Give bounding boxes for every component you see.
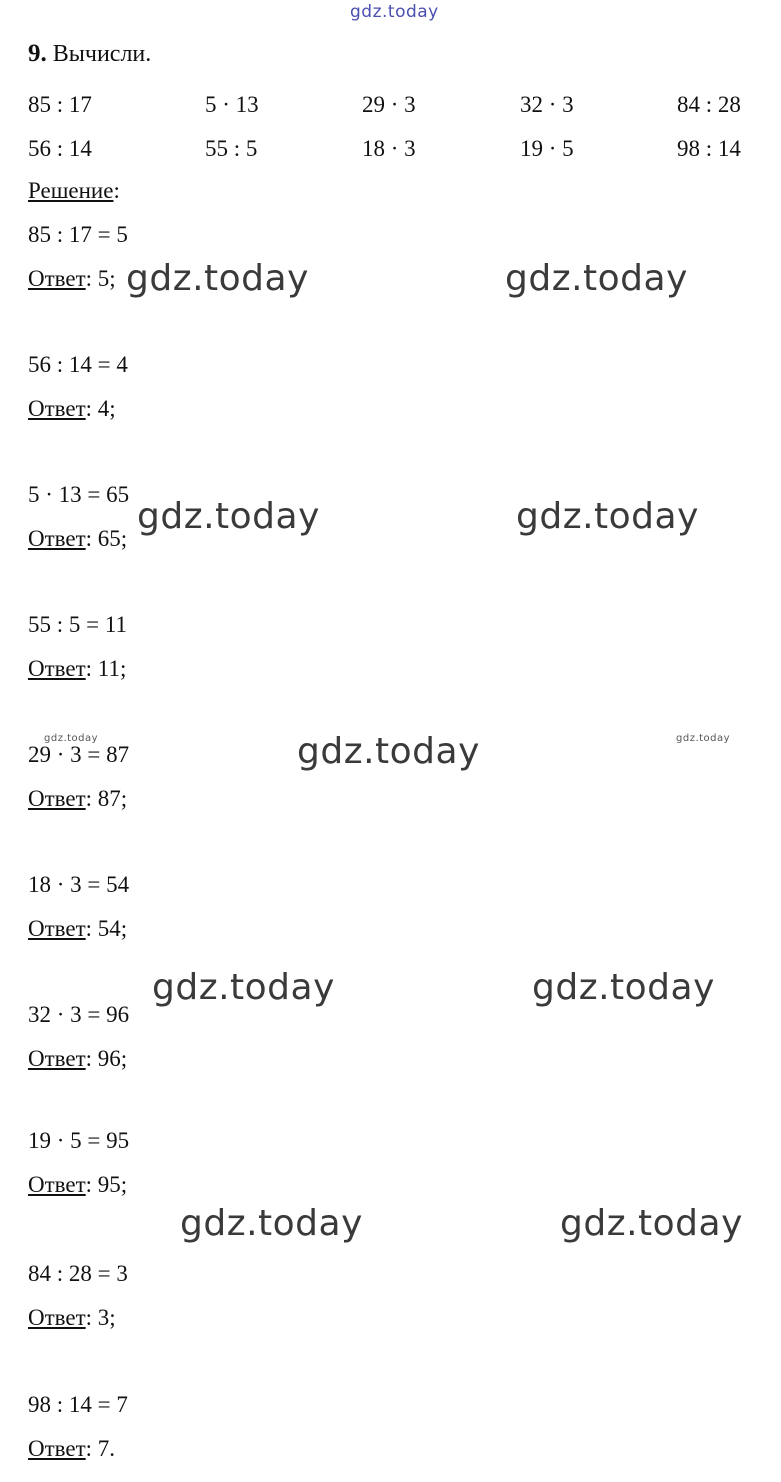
solution-equation: 32 · 3 = 96: [28, 1002, 130, 1027]
answer-label: Ответ: [28, 1172, 86, 1197]
grid-expression: 98 : 14: [677, 136, 741, 161]
answer-line: [28, 266, 116, 292]
solution-equation: 84 : 28 = 3: [28, 1261, 128, 1286]
solution-heading: Решение:: [28, 178, 120, 203]
answer-label: Ответ: [28, 656, 86, 681]
answer-value: : 11;: [85, 656, 127, 681]
watermark-small: gdz.today: [676, 733, 731, 744]
solution-label: Решение: [28, 178, 114, 203]
answer-line: [28, 1172, 127, 1198]
solution-equation: 5 · 13 = 65: [28, 482, 130, 507]
answer-value: : 87;: [85, 786, 128, 811]
grid-expression: 85 : 17: [28, 92, 92, 117]
answer-line: [28, 1046, 127, 1072]
watermark-top: gdz.today: [350, 2, 439, 22]
watermark: gdz.today: [137, 496, 320, 537]
solution-equation: 55 : 5 = 11: [28, 612, 128, 637]
answer-label: Ответ: [28, 526, 86, 551]
answer-value: : 7.: [85, 1436, 116, 1461]
grid-expression: 56 : 14: [28, 136, 92, 161]
answer-value: : 65;: [85, 526, 128, 551]
answer-label: Ответ: [28, 396, 86, 421]
watermark: gdz.today: [180, 1203, 363, 1244]
solution-equation: 98 : 14 = 7: [28, 1392, 128, 1417]
answer-value: : 3;: [85, 1305, 116, 1330]
answer-value: : 95;: [85, 1172, 128, 1197]
watermark: gdz.today: [516, 496, 699, 537]
answer-label: Ответ: [28, 1436, 86, 1461]
answer-label: Ответ: [28, 1305, 86, 1330]
watermark: gdz.today: [532, 967, 715, 1008]
solution-equation: 19 · 5 = 95: [28, 1128, 130, 1153]
grid-expression: 5 · 13: [205, 92, 259, 117]
answer-value: : 4;: [85, 396, 116, 421]
grid-expression: 19 · 5: [520, 136, 574, 161]
task-title: Вычисли.: [52, 41, 152, 67]
task-header: [28, 40, 151, 68]
watermark: gdz.today: [560, 1203, 743, 1244]
watermark: gdz.today: [126, 258, 309, 299]
answer-line: [28, 786, 127, 812]
answer-label: Ответ: [28, 266, 86, 291]
solution-equation: 85 : 17 = 5: [28, 222, 128, 247]
answer-line: [28, 916, 127, 942]
grid-expression: 55 : 5: [205, 136, 258, 161]
answer-label: Ответ: [28, 786, 86, 811]
answer-line: [28, 1305, 116, 1331]
grid-expression: 29 · 3: [362, 92, 416, 117]
answer-line: [28, 526, 127, 552]
solution-equation: 18 · 3 = 54: [28, 872, 130, 897]
answer-value: : 96;: [85, 1046, 128, 1071]
solution-equation: 56 : 14 = 4: [28, 352, 128, 377]
solution-equation: 29 · 3 = 87: [28, 742, 130, 767]
answer-line: [28, 656, 126, 682]
grid-expression: 32 · 3: [520, 92, 574, 117]
watermark-small: gdz.today: [44, 733, 99, 744]
answer-line: [28, 1436, 115, 1462]
answer-label: Ответ: [28, 1046, 86, 1071]
answer-value: : 5;: [85, 266, 116, 291]
grid-expression: 18 · 3: [362, 136, 416, 161]
answer-value: : 54;: [85, 916, 128, 941]
watermark: gdz.today: [505, 258, 688, 299]
watermark: gdz.today: [297, 731, 480, 772]
grid-expression: 84 : 28: [677, 92, 741, 117]
answer-label: Ответ: [28, 916, 86, 941]
watermark: gdz.today: [152, 967, 335, 1008]
task-number: 9.: [28, 40, 47, 67]
answer-line: [28, 396, 116, 422]
